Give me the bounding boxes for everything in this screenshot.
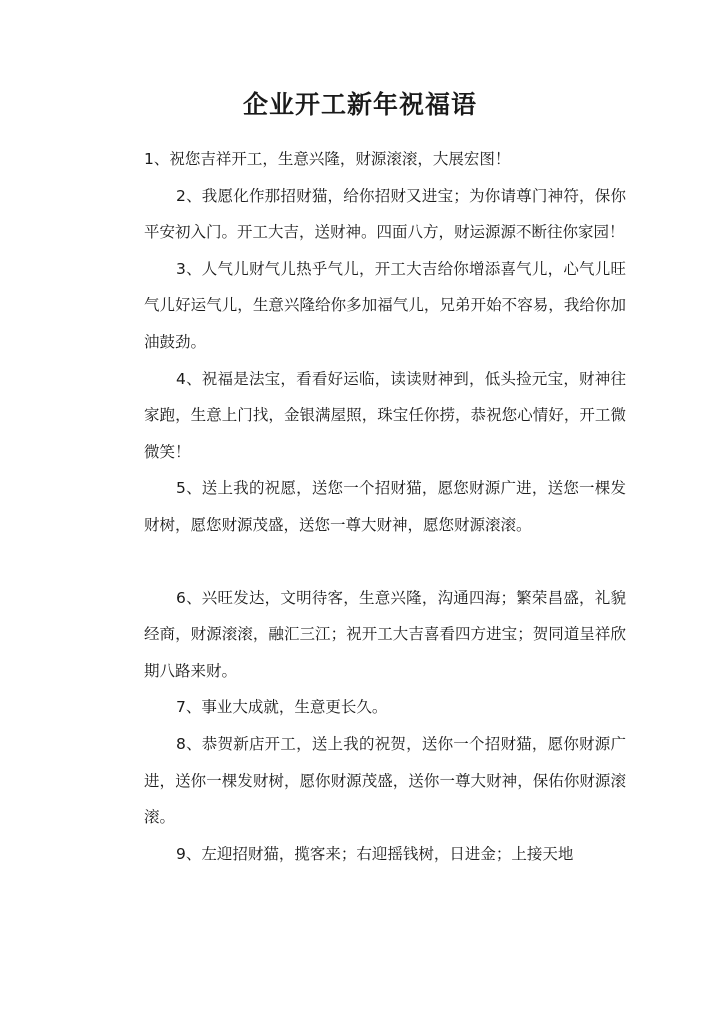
paragraph-8: 8、恭贺新店开工，送上我的祝贺，送你一个招财猫，愿你财源广进，送你一棵发财树，愿你财源茂盛，送你一尊大财神，保佑你财源滚滚。 <box>144 734 626 827</box>
paragraph-7: 7、事业大成就，生意更长久。 <box>176 698 388 717</box>
paragraph-9: 9、左迎招财猫，揽客来；右迎摇钱树，日进金；上接天地 <box>176 844 574 863</box>
paragraph-5: 5、送上我的祝愿，送您一个招财猫，愿您财源广进，送您一棵发财树，愿您财源茂盛，送您一尊大财神，愿您财源滚滚。 <box>144 479 626 534</box>
paragraph-2: 2、我愿化作那招财猫，给你招财又进宝；为你请尊门神符，保你平安初入门。开工大吉，送财神。四面八方，财运源源不断往你家园！ <box>144 186 626 242</box>
document-body <box>144 141 626 872</box>
paragraph-1: 1、祝您吉祥开工，生意兴隆，财源滚滚，大展宏图！ <box>144 150 511 168</box>
paragraph-3: 3、人气儿财气儿热乎气儿，开工大吉给你增添喜气儿，心气儿旺气儿好运气儿，生意兴隆给你多加福气儿，兄弟开始不容易，我给你加油鼓劲。 <box>144 259 626 351</box>
paragraph-4: 4、祝福是法宝，看看好运临，读读财神到，低头捡元宝，财神往家跑，生意上门找，金银满屋照，珠宝任你捞，恭祝您心情好，开工微微笑！ <box>144 369 626 461</box>
paragraph-6: 6、兴旺发达，文明待客，生意兴隆，沟通四海；繁荣昌盛，礼貌经商，财源滚滚，融汇三江；祝开工大吉喜看四方进宝；贺同道呈祥欣期八路来财。 <box>144 588 626 680</box>
document-title: 企业开工新年祝福语 <box>242 90 477 119</box>
